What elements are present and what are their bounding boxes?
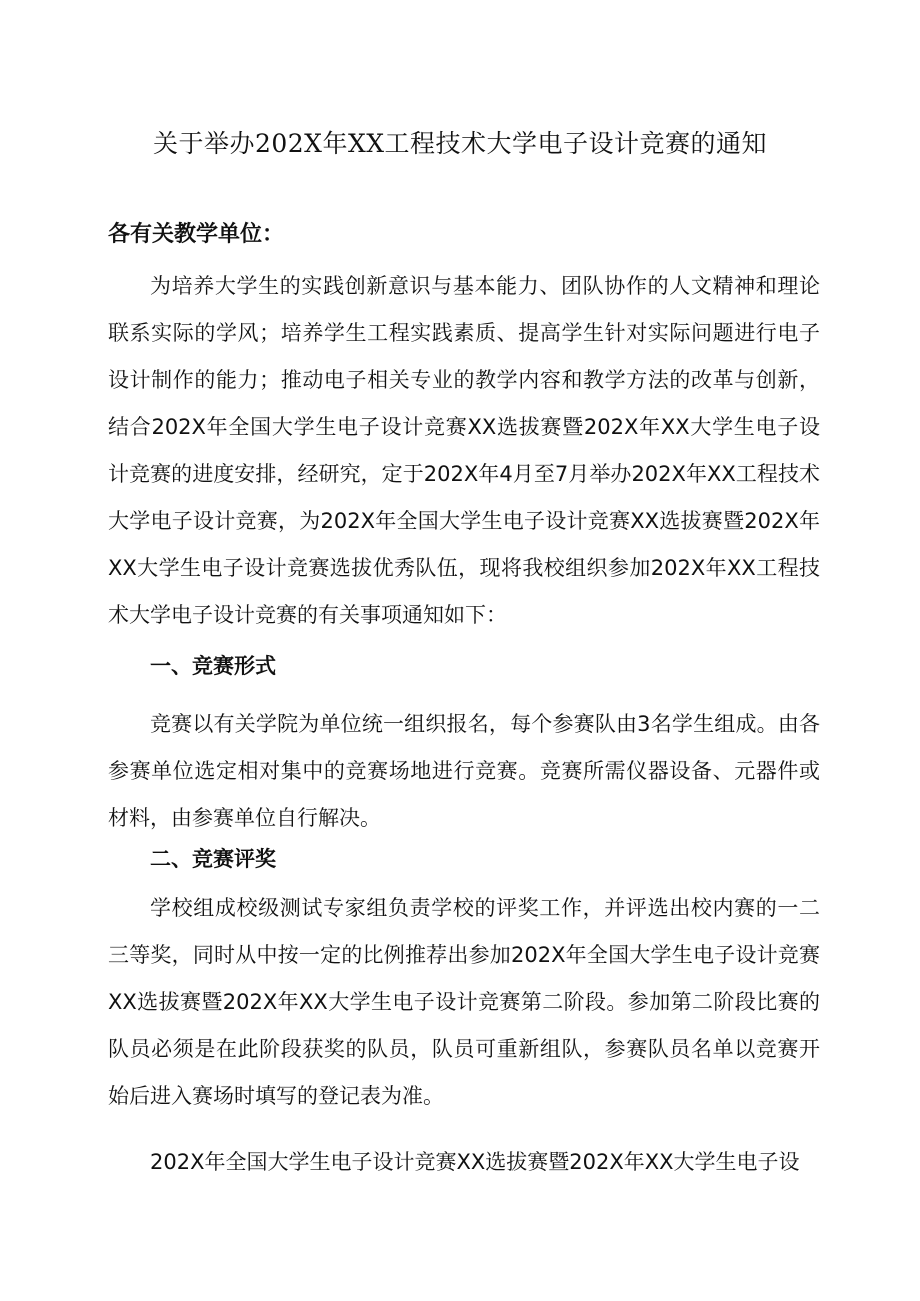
intro-paragraph: 为培养大学生的实践创新意识与基本能力、团队协作的人文精神和理论联系实际的学风；培养学生工程实践素质、提高学生针对实际问题进行电子设计制作的能力；推动电子相关专业的教学内容和教学方法的改革与创新，结合202X年全国大学生电子设计竞赛XX选拔赛暨202X年XX大学生电子设计竞赛的进度安排，经研究，定于202X年4月至7月举办202X年XX工程技术大学电子设计竞赛，为202X年全国大学生电子设计竞赛XX选拔赛暨202X年XX大学生电子设计竞赛选拔优秀队伍，现将我校组织参加202X年XX工程技术大学电子设计竞赛的有关事项通知如下： xyxy=(108,274,820,627)
document-title: 关于举办202X年XX工程技术大学电子设计竞赛的通知 xyxy=(152,129,768,158)
competition-format-paragraph: 竞赛以有关学院为单位统一组织报名，每个参赛队由3名学生组成。由各参赛单位选定相对集中的竞赛场地进行竞赛。竞赛所需仪器设备、元器件或材料，由参赛单位自行解决。 xyxy=(108,712,820,830)
salutation: 各有关教学单位： xyxy=(108,222,285,247)
section-heading-competition-awards: 二、竞赛评奖 xyxy=(150,847,276,871)
competition-awards-paragraph: 学校组成校级测试专家组负责学校的评奖工作，并评选出校内赛的一二三等奖，同时从中按一定的比例推荐出参加202X年全国大学生电子设计竞赛XX选拔赛暨202X年XX大学生电子设计竞赛第二阶段。参加第二阶段比赛的队员必须是在此阶段获奖的队员，队员可重新组队，参赛队员名单以竞赛开始后进入赛场时填写的登记表为准。 xyxy=(108,896,820,1108)
section-heading-competition-format: 一、竞赛形式 xyxy=(150,654,276,678)
continuation-paragraph: 202X年全国大学生电子设计竞赛XX选拔赛暨202X年XX大学生电子设 xyxy=(150,1150,800,1174)
